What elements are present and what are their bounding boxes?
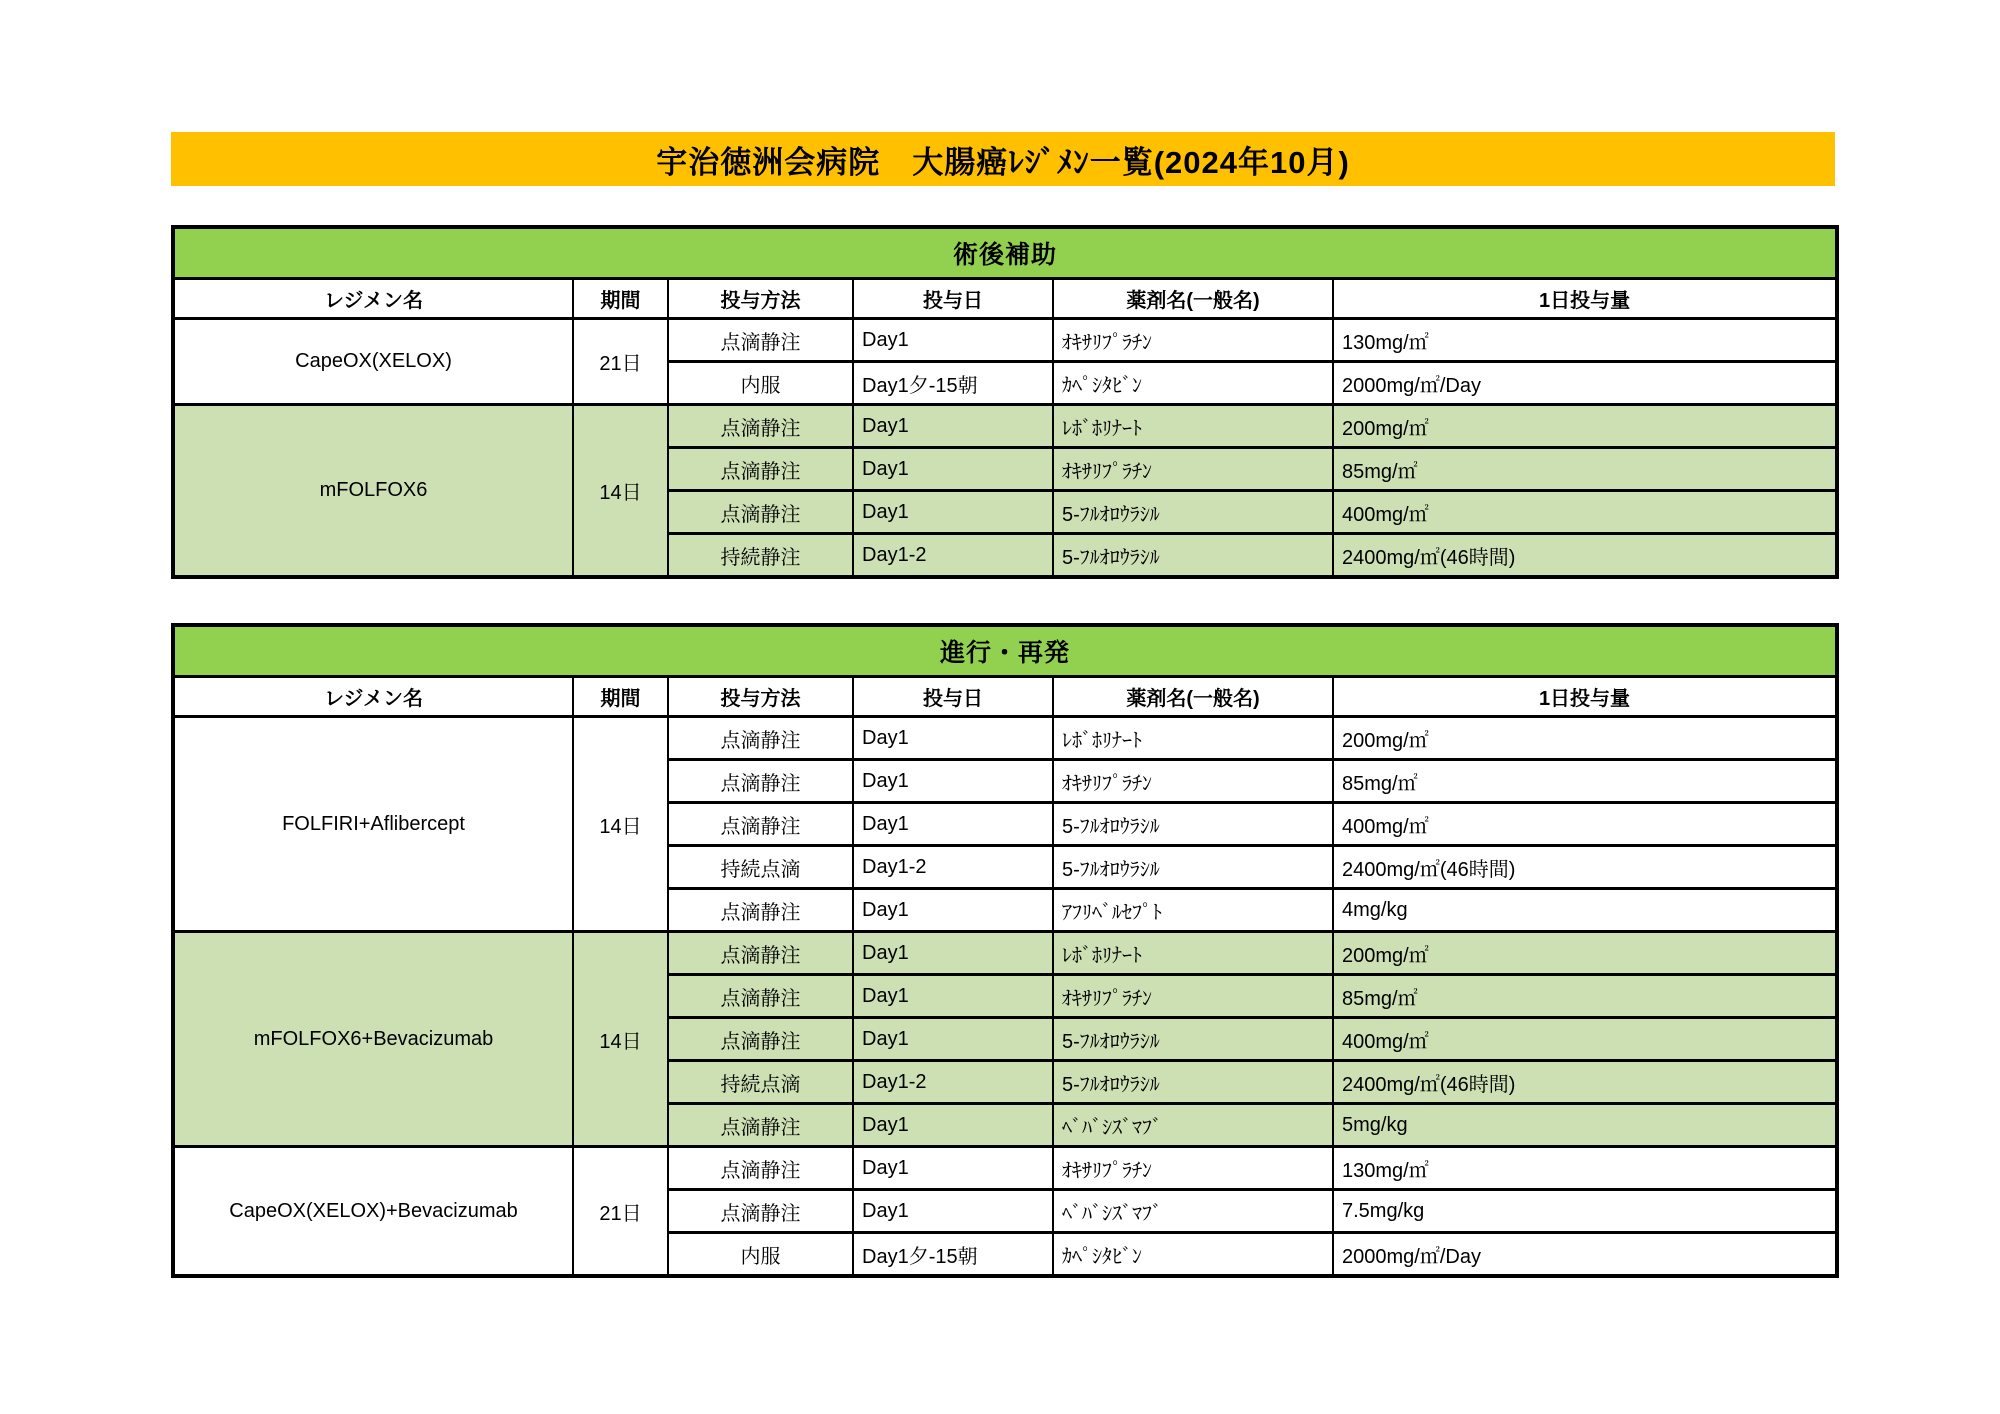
drug-cell: ﾚﾎﾞﾎﾘﾅｰﾄ bbox=[1053, 932, 1333, 975]
dose-cell: 2400mg/㎡(46時間) bbox=[1333, 1061, 1837, 1104]
drug-cell: ｵｷｻﾘﾌﾟﾗﾁﾝ bbox=[1053, 319, 1333, 362]
drug-cell: ｱﾌﾘﾍﾞﾙｾﾌﾟﾄ bbox=[1053, 889, 1333, 932]
method-cell: 点滴静注 bbox=[668, 405, 853, 448]
dose-cell: 5mg/kg bbox=[1333, 1104, 1837, 1147]
day-cell: Day1 bbox=[853, 491, 1053, 534]
day-cell: Day1 bbox=[853, 1018, 1053, 1061]
regimen-cell: CapeOX(XELOX) bbox=[173, 319, 573, 405]
dose-cell: 2000mg/㎡/Day bbox=[1333, 362, 1837, 405]
period-cell: 14日 bbox=[573, 405, 668, 578]
method-cell: 点滴静注 bbox=[668, 1190, 853, 1233]
drug-cell: ﾚﾎﾞﾎﾘﾅｰﾄ bbox=[1053, 717, 1333, 760]
regimen-table-postop-adjuvant bbox=[171, 225, 1839, 579]
dose-cell: 85mg/㎡ bbox=[1333, 975, 1837, 1018]
dose-cell: 200mg/㎡ bbox=[1333, 717, 1837, 760]
method-cell: 点滴静注 bbox=[668, 1018, 853, 1061]
dose-cell: 2400mg/㎡(46時間) bbox=[1333, 846, 1837, 889]
method-cell: 点滴静注 bbox=[668, 975, 853, 1018]
column-header: 薬剤名(一般名) bbox=[1053, 677, 1333, 717]
method-cell: 点滴静注 bbox=[668, 491, 853, 534]
day-cell: Day1 bbox=[853, 932, 1053, 975]
dose-cell: 200mg/㎡ bbox=[1333, 932, 1837, 975]
dose-cell: 2000mg/㎡/Day bbox=[1333, 1233, 1837, 1277]
section-banner-row bbox=[173, 227, 1837, 279]
drug-cell: ｵｷｻﾘﾌﾟﾗﾁﾝ bbox=[1053, 1147, 1333, 1190]
day-cell: Day1夕-15朝 bbox=[853, 362, 1053, 405]
drug-cell: ﾍﾞﾊﾞｼｽﾞﾏﾌﾞ bbox=[1053, 1190, 1333, 1233]
drug-cell: 5-ﾌﾙｵﾛｳﾗｼﾙ bbox=[1053, 1018, 1333, 1061]
method-cell: 点滴静注 bbox=[668, 803, 853, 846]
dose-cell: 200mg/㎡ bbox=[1333, 405, 1837, 448]
period-cell: 14日 bbox=[573, 717, 668, 932]
column-header: レジメン名 bbox=[173, 677, 573, 717]
method-cell: 持続静注 bbox=[668, 534, 853, 578]
drug-cell: ｵｷｻﾘﾌﾟﾗﾁﾝ bbox=[1053, 760, 1333, 803]
column-header: 期間 bbox=[573, 279, 668, 319]
day-cell: Day1-2 bbox=[853, 846, 1053, 889]
day-cell: Day1-2 bbox=[853, 534, 1053, 578]
method-cell: 点滴静注 bbox=[668, 889, 853, 932]
period-cell: 21日 bbox=[573, 319, 668, 405]
dose-cell: 85mg/㎡ bbox=[1333, 448, 1837, 491]
method-cell: 点滴静注 bbox=[668, 717, 853, 760]
table-row bbox=[173, 717, 1837, 760]
period-cell: 21日 bbox=[573, 1147, 668, 1277]
method-cell: 内服 bbox=[668, 362, 853, 405]
column-header: レジメン名 bbox=[173, 279, 573, 319]
table-row bbox=[173, 405, 1837, 448]
page-title: 宇治徳洲会病院 大腸癌ﾚｼﾞﾒﾝ一覧(2024年10月) bbox=[656, 144, 1350, 180]
column-header: 投与方法 bbox=[668, 279, 853, 319]
method-cell: 点滴静注 bbox=[668, 760, 853, 803]
document-title-bar bbox=[171, 132, 1835, 186]
dose-cell: 130mg/㎡ bbox=[1333, 319, 1837, 362]
drug-cell: ﾚﾎﾞﾎﾘﾅｰﾄ bbox=[1053, 405, 1333, 448]
day-cell: Day1 bbox=[853, 760, 1053, 803]
column-header-row bbox=[173, 279, 1837, 319]
day-cell: Day1夕-15朝 bbox=[853, 1233, 1053, 1277]
drug-cell: ﾍﾞﾊﾞｼｽﾞﾏﾌﾞ bbox=[1053, 1104, 1333, 1147]
method-cell: 点滴静注 bbox=[668, 319, 853, 362]
regimen-cell: mFOLFOX6 bbox=[173, 405, 573, 578]
drug-cell: ｵｷｻﾘﾌﾟﾗﾁﾝ bbox=[1053, 975, 1333, 1018]
method-cell: 点滴静注 bbox=[668, 1147, 853, 1190]
column-header: 1日投与量 bbox=[1333, 279, 1837, 319]
day-cell: Day1 bbox=[853, 1190, 1053, 1233]
method-cell: 持続点滴 bbox=[668, 846, 853, 889]
drug-cell: ｶﾍﾟｼﾀﾋﾞﾝ bbox=[1053, 362, 1333, 405]
column-header: 投与日 bbox=[853, 279, 1053, 319]
column-header: 薬剤名(一般名) bbox=[1053, 279, 1333, 319]
drug-cell: 5-ﾌﾙｵﾛｳﾗｼﾙ bbox=[1053, 846, 1333, 889]
regimen-table-advanced-recurrent bbox=[171, 623, 1839, 1278]
drug-cell: 5-ﾌﾙｵﾛｳﾗｼﾙ bbox=[1053, 491, 1333, 534]
day-cell: Day1 bbox=[853, 803, 1053, 846]
dose-cell: 400mg/㎡ bbox=[1333, 803, 1837, 846]
section-banner: 進行・再発 bbox=[173, 625, 1837, 677]
table-row bbox=[173, 319, 1837, 362]
regimen-cell: FOLFIRI+Aflibercept bbox=[173, 717, 573, 932]
period-cell: 14日 bbox=[573, 932, 668, 1147]
regimen-cell: CapeOX(XELOX)+Bevacizumab bbox=[173, 1147, 573, 1277]
section-banner-row bbox=[173, 625, 1837, 677]
day-cell: Day1 bbox=[853, 319, 1053, 362]
day-cell: Day1 bbox=[853, 889, 1053, 932]
column-header-row bbox=[173, 677, 1837, 717]
method-cell: 持続点滴 bbox=[668, 1061, 853, 1104]
regimen-cell: mFOLFOX6+Bevacizumab bbox=[173, 932, 573, 1147]
day-cell: Day1-2 bbox=[853, 1061, 1053, 1104]
drug-cell: ｵｷｻﾘﾌﾟﾗﾁﾝ bbox=[1053, 448, 1333, 491]
day-cell: Day1 bbox=[853, 1104, 1053, 1147]
day-cell: Day1 bbox=[853, 975, 1053, 1018]
dose-cell: 400mg/㎡ bbox=[1333, 1018, 1837, 1061]
dose-cell: 7.5mg/kg bbox=[1333, 1190, 1837, 1233]
dose-cell: 85mg/㎡ bbox=[1333, 760, 1837, 803]
drug-cell: 5-ﾌﾙｵﾛｳﾗｼﾙ bbox=[1053, 534, 1333, 578]
day-cell: Day1 bbox=[853, 405, 1053, 448]
column-header: 投与日 bbox=[853, 677, 1053, 717]
day-cell: Day1 bbox=[853, 717, 1053, 760]
day-cell: Day1 bbox=[853, 1147, 1053, 1190]
dose-cell: 130mg/㎡ bbox=[1333, 1147, 1837, 1190]
column-header: 期間 bbox=[573, 677, 668, 717]
section-banner: 術後補助 bbox=[173, 227, 1837, 279]
table-row bbox=[173, 1147, 1837, 1190]
drug-cell: 5-ﾌﾙｵﾛｳﾗｼﾙ bbox=[1053, 803, 1333, 846]
method-cell: 点滴静注 bbox=[668, 448, 853, 491]
drug-cell: 5-ﾌﾙｵﾛｳﾗｼﾙ bbox=[1053, 1061, 1333, 1104]
dose-cell: 4mg/kg bbox=[1333, 889, 1837, 932]
column-header: 投与方法 bbox=[668, 677, 853, 717]
method-cell: 内服 bbox=[668, 1233, 853, 1277]
day-cell: Day1 bbox=[853, 448, 1053, 491]
dose-cell: 2400mg/㎡(46時間) bbox=[1333, 534, 1837, 578]
method-cell: 点滴静注 bbox=[668, 1104, 853, 1147]
drug-cell: ｶﾍﾟｼﾀﾋﾞﾝ bbox=[1053, 1233, 1333, 1277]
dose-cell: 400mg/㎡ bbox=[1333, 491, 1837, 534]
column-header: 1日投与量 bbox=[1333, 677, 1837, 717]
method-cell: 点滴静注 bbox=[668, 932, 853, 975]
table-row bbox=[173, 932, 1837, 975]
